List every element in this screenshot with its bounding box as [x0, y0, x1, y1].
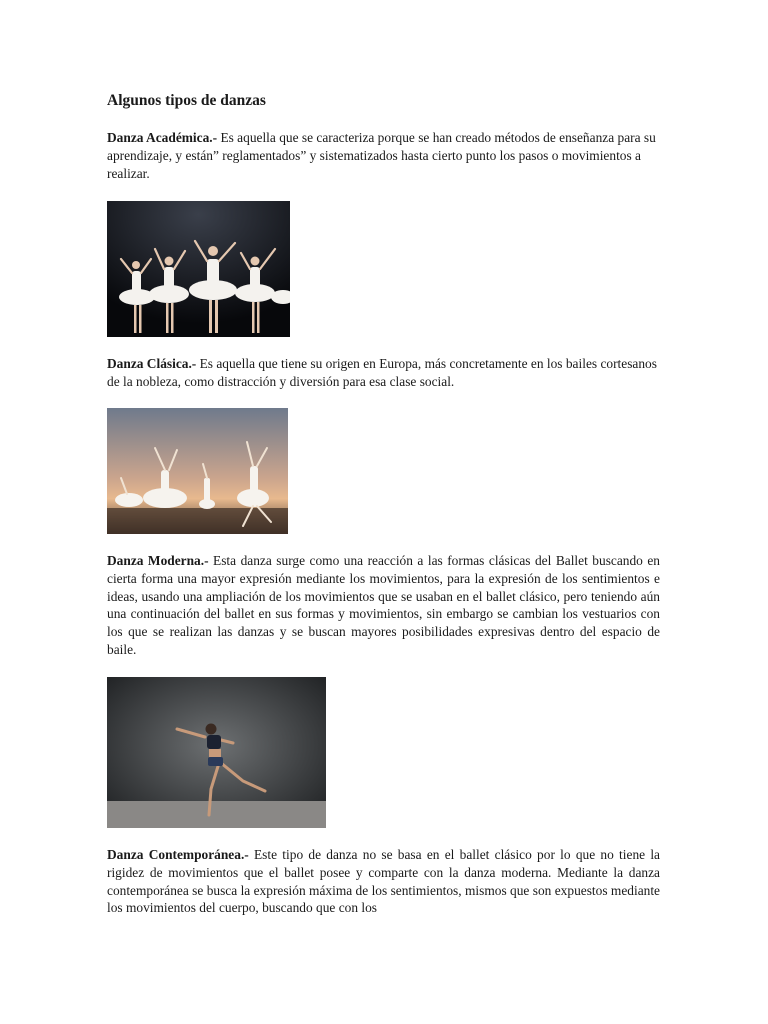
section-body: Es aquella que se caracteriza porque se han creado métodos de enseñanza para su aprendizaje, y están” reglamentados” y sistematizados hasta cierto punto los pasos o movimientos a realizar.	[107, 130, 656, 181]
section-body: Este tipo de danza no se basa en el ballet clásico por lo que no tiene la rigidez de movimientos que el ballet posee y comparte con la danza moderna. Mediante la danza contemporánea se busca la expresión máxima de los sentimientos, mismos que son expuestos mediante los movimientos del cuerpo, buscando que con los	[107, 847, 660, 916]
section-body: Es aquella que tiene su origen en Europa, más concretamente en los bailes cortesanos de la nobleza, como distracción y diversión para esa clase social.	[107, 356, 657, 389]
section-clasica	[107, 355, 660, 391]
section-moderna	[107, 552, 660, 659]
document-heading: Algunos tipos de danzas	[107, 92, 266, 109]
section-title: Danza Contemporánea.-	[107, 847, 249, 862]
ballet-corps-photo	[107, 201, 290, 337]
section-title: Danza Moderna.-	[107, 553, 209, 568]
section-title: Danza Clásica.-	[107, 356, 197, 371]
section-academica	[107, 129, 660, 182]
section-body: Esta danza surge como una reacción a las formas clásicas del Ballet buscando en cierta forma una mayor expresión mediante los movimientos, para la expresión de los sentimientos e ideas, usando una ampliación de los movimientos que se usaban en el ballet clásico, pero teniendo aún una continuación del ballet en sus formas y movimientos, sin embargo se cambian los vestuarios con los que se realizan las danzas y se buscan mayores posibilidades expresivas dentro del espacio de baile.	[107, 553, 660, 657]
classical-ballet-photo	[107, 408, 288, 534]
modern-dance-photo	[107, 677, 326, 828]
section-title: Danza Académica.-	[107, 130, 218, 145]
section-contemporanea	[107, 846, 660, 917]
